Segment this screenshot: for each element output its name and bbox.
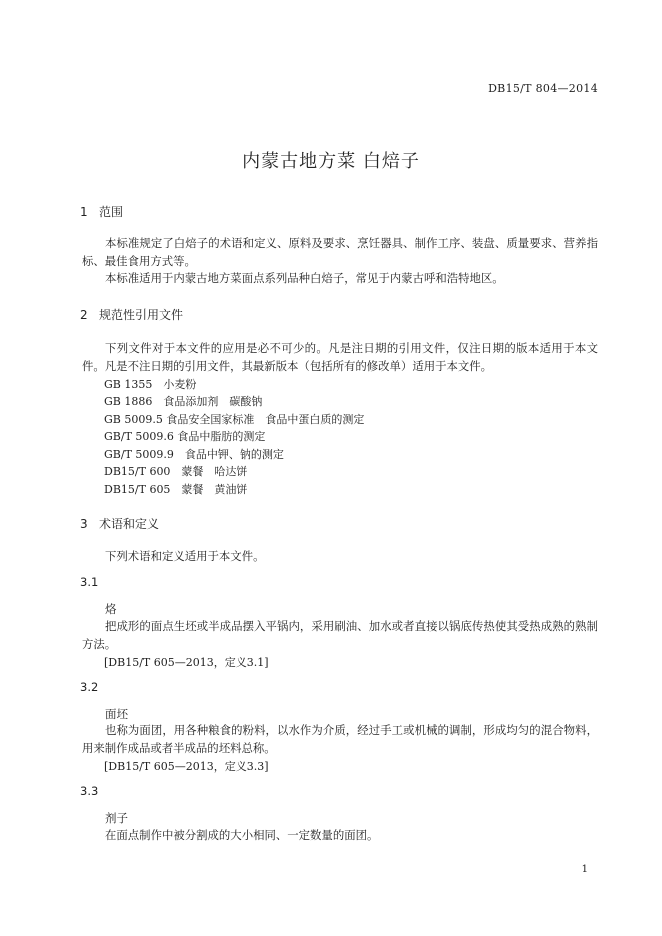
term-number: 3.2: [80, 680, 99, 694]
reference-item: DB15/T 605 蒙餐 黄油饼: [104, 483, 248, 496]
term-name: 烙: [105, 602, 117, 616]
section-title: 范围: [99, 205, 124, 219]
reference-item: DB15/T 600 蒙餐 哈达饼: [104, 465, 248, 478]
reference-item: GB/T 5009.6 食品中脂肪的测定: [104, 430, 266, 443]
page-number: 1: [581, 864, 588, 875]
reference-item: GB 1886 食品添加剂 碳酸钠: [104, 395, 263, 408]
section-heading-2: [80, 306, 183, 323]
term-source: [DB15/T 605—2013，定义3.1]: [104, 656, 269, 669]
term-source: [DB15/T 605—2013，定义3.3]: [104, 760, 269, 773]
paragraph: 下列术语和定义适用于本文件。: [105, 549, 265, 563]
paragraph: 下列文件对于本文件的应用是必不可少的。凡是注日期的引用文件，仅注日期的版本适用于本文件。凡是不注日期的引用文件，其最新版本（包括所有的修改单）适用于本文件。: [82, 341, 598, 373]
page-title: 内蒙古地方菜 白焙子: [242, 151, 420, 172]
term-definition: 把成形的面点生坯或半成品摆入平锅内，采用刷油、加水或者直接以锅底传热使其受热成熟的熟制方法。: [82, 619, 598, 651]
reference-item: GB 5009.5 食品安全国家标准 食品中蛋白质的测定: [104, 413, 365, 426]
term-definition: 在面点制作中被分割成的大小相同、一定数量的面团。: [105, 828, 379, 842]
section-number: 1: [80, 205, 88, 219]
section-number: 2: [80, 308, 88, 322]
section-number: 3: [80, 517, 88, 531]
reference-item: GB 1355 小麦粉: [104, 378, 197, 391]
term-number: 3.3: [80, 784, 99, 798]
section-title: 术语和定义: [99, 517, 160, 531]
section-heading-1: [80, 203, 123, 220]
term-number: 3.1: [80, 575, 99, 589]
paragraph: 本标准规定了白焙子的术语和定义、原料及要求、烹饪器具、制作工序、装盘、质量要求、营养指标、最佳食用方式等。: [82, 236, 598, 268]
paragraph: 本标准适用于内蒙古地方菜面点系列品种白焙子，常见于内蒙古呼和浩特地区。: [105, 271, 504, 285]
document-code: DB15/T 804—2014: [488, 82, 598, 95]
term-name: 剂子: [105, 811, 128, 825]
section-heading-3: [80, 515, 159, 532]
term-definition: 也称为面团，用各种粮食的粉料，以水作为介质，经过手工或机械的调制，形成均匀的混合物料，用来制作成品或者半成品的坯料总称。: [82, 723, 598, 755]
reference-item: GB/T 5009.9 食品中钾、钠的测定: [104, 448, 284, 461]
term-name: 面坯: [105, 707, 128, 721]
section-title: 规范性引用文件: [99, 308, 184, 322]
